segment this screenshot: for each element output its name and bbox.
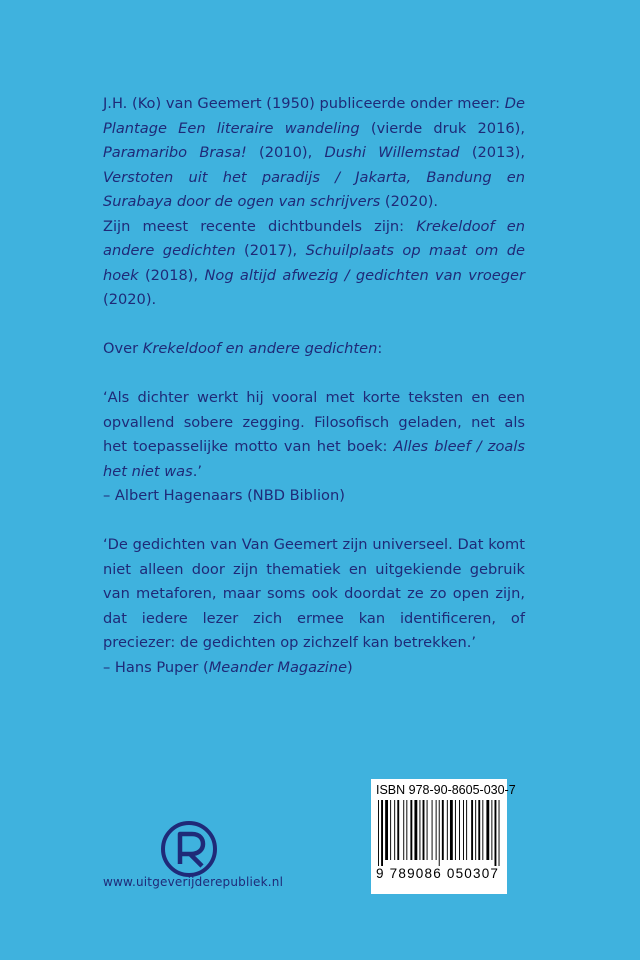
- barcode-bar: [463, 800, 464, 860]
- bio-paragraph-1: [103, 92, 525, 215]
- bio-text: Zijn meest recente dichtbundels zijn:: [103, 217, 417, 235]
- barcode-bar: [378, 800, 379, 866]
- book-title: Paramaribo Brasa!: [103, 144, 247, 161]
- review-attribution-1: – Albert Hagenaars (NBD Biblion): [103, 487, 345, 504]
- barcode-bar: [459, 800, 460, 860]
- barcode-bar: [385, 800, 388, 860]
- bio-block: [103, 92, 525, 680]
- barcode-bar: [486, 800, 489, 860]
- barcode-bar: [439, 800, 440, 866]
- barcode-bar: [410, 800, 412, 860]
- bio-text: J.H. (Ko) van Geemert (1950) publiceerde onder meer:: [103, 95, 505, 112]
- bio-text: (vierde druk 2016),: [359, 119, 525, 137]
- barcode-bar: [475, 800, 476, 860]
- barcode-bar: [406, 800, 407, 860]
- bio-text: (2020).: [103, 291, 157, 308]
- barcode-graphic: [376, 800, 502, 866]
- book-title: Krekeldoof en andere gedichten: [103, 217, 525, 259]
- bio-text: (2017),: [235, 242, 306, 259]
- barcode-bar: [436, 800, 437, 860]
- book-title: Nog altijd afwezig / gedichten van vroeger: [204, 266, 525, 284]
- barcode-bar: [471, 800, 473, 860]
- bio-text: (2013),: [459, 144, 525, 161]
- barcode-bar: [403, 800, 404, 860]
- barcode-bar: [478, 800, 480, 860]
- barcode-bar: [419, 800, 420, 860]
- over-title: Krekeldoof en andere gedichten: [142, 340, 378, 357]
- barcode-bar: [442, 800, 444, 860]
- publisher-logo-icon: [160, 820, 218, 878]
- barcode-bar: [450, 800, 453, 860]
- barcode-bar: [414, 800, 417, 860]
- barcode-digits: 9 789086 050307: [376, 866, 500, 881]
- quote-text: .’: [192, 462, 202, 480]
- bio-paragraph-2: [103, 215, 525, 313]
- barcode-bar: [427, 800, 428, 860]
- publisher-url[interactable]: www.uitgeverijderepubliek.nl: [103, 875, 284, 889]
- isbn-barcode-box: [371, 779, 516, 894]
- book-title: De Plantage Een literaire wandeling: [103, 95, 525, 137]
- attribution-text: ): [347, 658, 353, 676]
- review-quote-1: [103, 386, 525, 484]
- barcode-bar: [455, 800, 456, 860]
- over-heading: [103, 337, 525, 362]
- quote-motto: Alles bleef / zoals het niet was: [103, 438, 525, 480]
- barcode-bar: [482, 800, 483, 860]
- barcode-bar: [432, 800, 433, 860]
- over-suffix: :: [377, 340, 383, 357]
- review-attribution-2: [103, 656, 525, 681]
- bio-text: (2018),: [138, 266, 205, 284]
- barcode-bar: [447, 800, 448, 860]
- book-title: Dushi Willemstad: [324, 144, 460, 161]
- barcode-bar: [495, 800, 497, 866]
- book-title: Verstoten uit het paradijs / Jakarta, Bandung en Surabaya door de ogen van schrijvers: [103, 168, 525, 210]
- barcode-bar: [499, 800, 500, 866]
- barcode-bar: [423, 800, 425, 860]
- quote-text: ‘Als dichter werkt hij vooral met korte teksten en een opvallend sobere zegging. Filosofisch geladen, net als het toepasselijke motto van het boek:: [103, 389, 525, 455]
- barcode-bar: [397, 800, 399, 860]
- review-quote-2: ‘De gedichten van Van Geemert zijn universeel. Dat komt niet alleen door zijn thematiek en uitgekiende gebruik van metaforen, maar soms ook doordat ze zo open zijn, dat iedere lezer zich ermee kan identificeren, of preciezer: de gedichten op zichzelf kan betrekken.’: [103, 536, 525, 651]
- barcode-bar: [390, 800, 391, 860]
- barcode-bar: [466, 800, 467, 860]
- attribution-text: – Hans Puper (: [103, 658, 209, 676]
- bio-text: (2010),: [246, 144, 325, 161]
- isbn-label: ISBN 978-90-8605-030-7: [376, 783, 516, 797]
- book-title: Schuilplaats op maat om de hoek: [103, 242, 525, 284]
- bio-text: (2020).: [380, 193, 439, 210]
- barcode-bar: [394, 800, 395, 860]
- over-prefix: Over: [103, 340, 143, 357]
- barcode-bar: [381, 800, 383, 866]
- magazine-title: Meander Magazine: [208, 658, 348, 676]
- barcode-bar: [491, 800, 492, 860]
